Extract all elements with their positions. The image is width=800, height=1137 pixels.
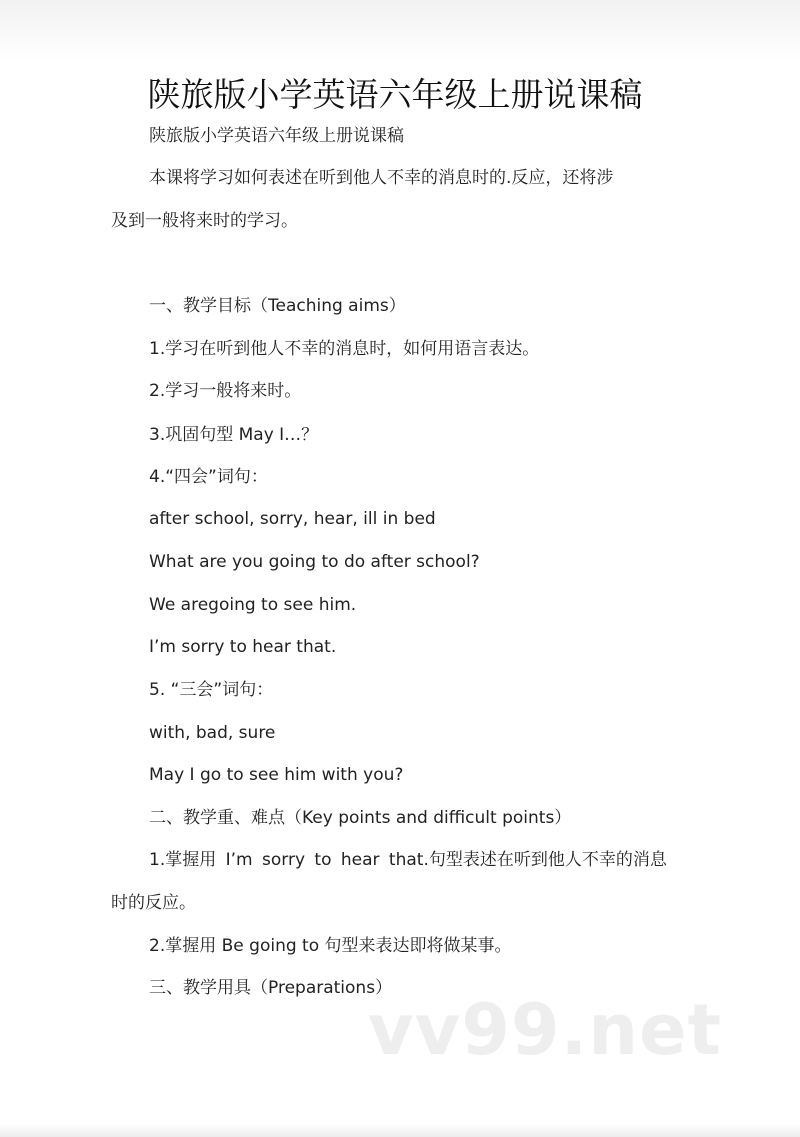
vocabulary-line: after school, sorry, hear, ill in bed [149, 509, 436, 529]
intro-paragraph-line-2: 及到一般将来时的学习。 [111, 211, 298, 231]
sentence-line: What are you going to do after school? [149, 552, 480, 572]
section-heading-teaching-aims: 一、教学目标（Teaching aims） [149, 296, 406, 316]
aim-item-1: 1.学习在听到他人不幸的消息时，如何用语言表达。 [149, 339, 540, 359]
aim-item-4: 4.“四会”词句： [149, 467, 268, 487]
vocabulary-line: with, bad, sure [149, 723, 276, 743]
sentence-line: We aregoing to see him. [149, 595, 357, 615]
document-subtitle: 陕旅版小学英语六年级上册说课稿 [149, 126, 404, 146]
sentence-line: I’m sorry to hear that. [149, 637, 337, 657]
site-watermark: vv99.net [367, 989, 723, 1071]
key-point-1-line-1: 1.掌握用 I’m sorry to hear that.句型表述在听到他人不幸的消息 [149, 850, 667, 870]
aim-item-3: 3.巩固句型 May I…？ [149, 425, 319, 445]
key-point-1-line-2: 时的反应。 [111, 893, 196, 913]
page-bottom-edge [0, 1124, 800, 1137]
key-point-2: 2.掌握用 Be going to 句型来表达即将做某事。 [149, 936, 512, 956]
aim-item-5: 5. “三会”词句： [149, 680, 274, 700]
document-title: 陕旅版小学英语六年级上册说课稿 [147, 75, 643, 114]
intro-paragraph-line-1: 本课将学习如何表述在听到他人不幸的消息时的.反应，还将涉 [149, 168, 614, 188]
sentence-line: May I go to see him with you? [149, 765, 404, 785]
aim-item-2: 2.学习一般将来时。 [149, 381, 302, 401]
section-heading-key-points: 二、教学重、难点（Key points and difficult points） [149, 808, 572, 828]
section-heading-preparations: 三、教学用具（Preparations） [149, 978, 393, 998]
